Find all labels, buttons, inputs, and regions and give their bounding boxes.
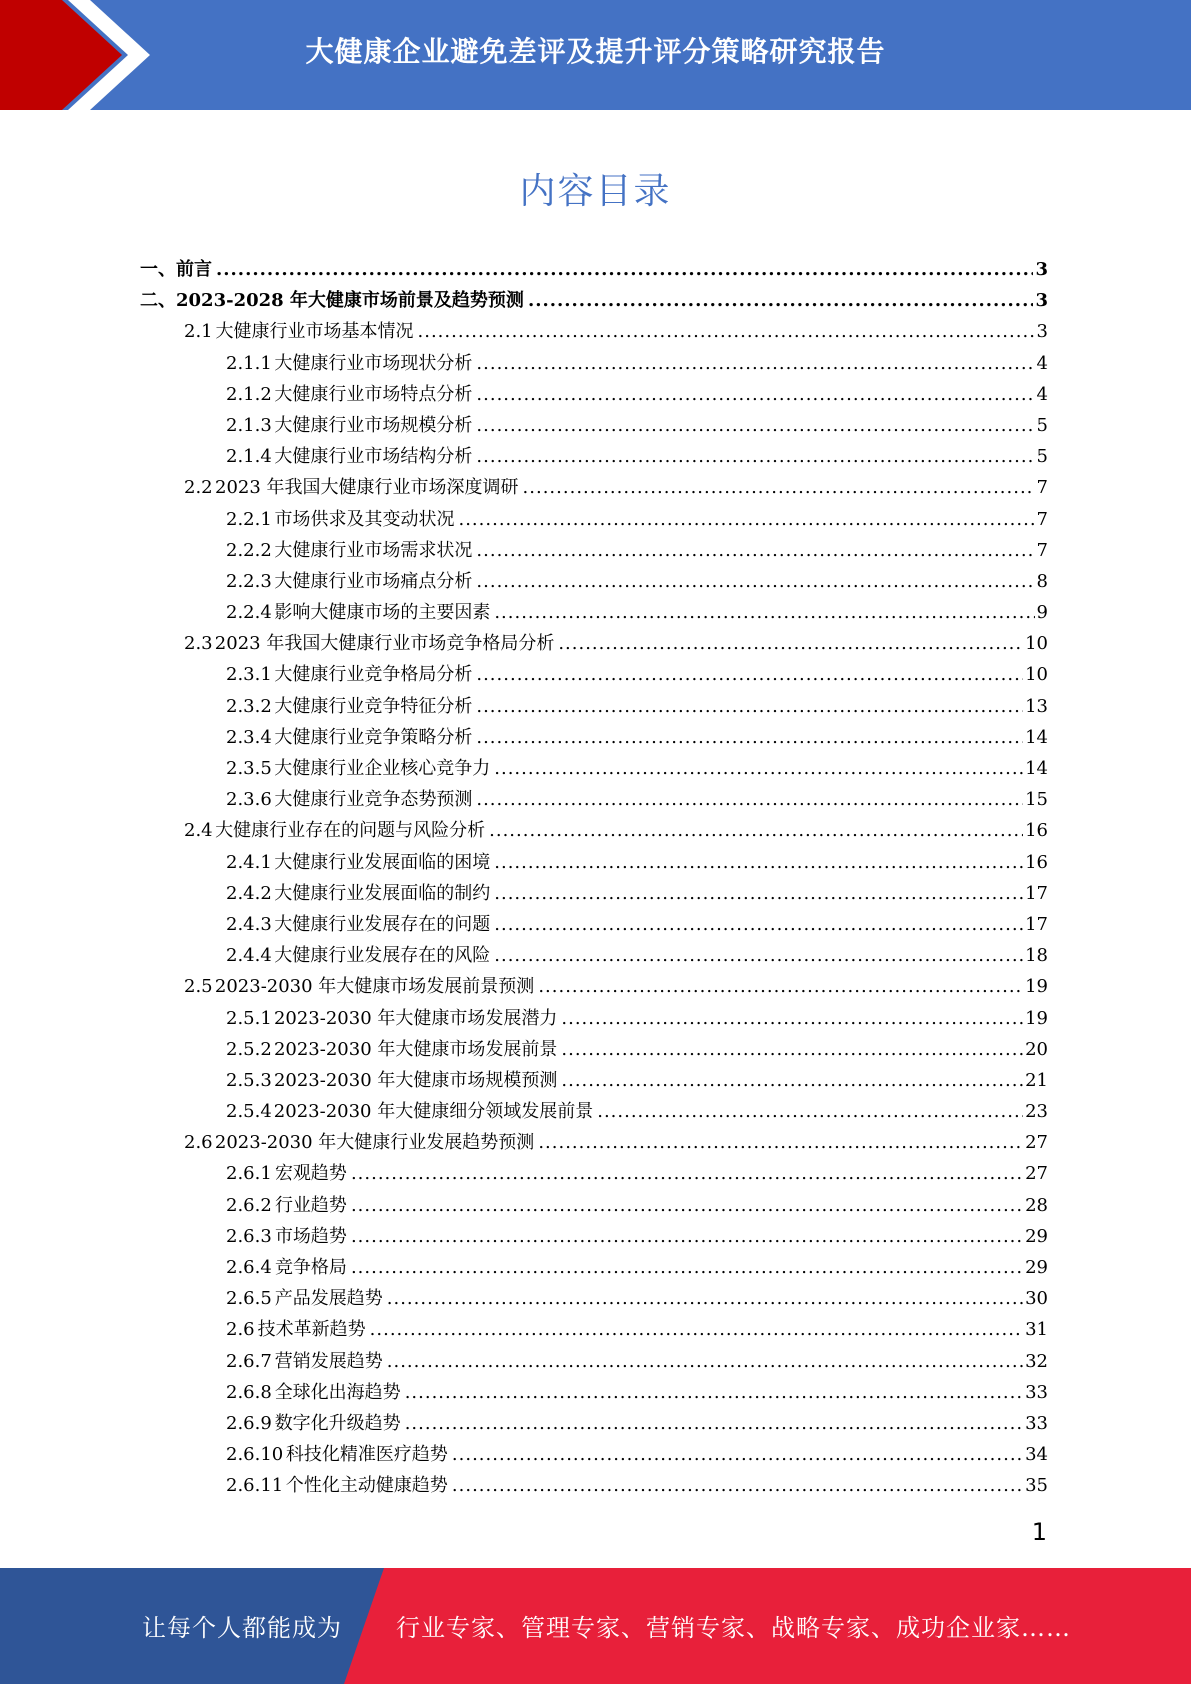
toc-entry-number: 2.6.2 <box>226 1194 272 1216</box>
toc-dot-leader <box>561 1034 1023 1065</box>
toc-entry-title: 大健康行业市场规模分析 <box>274 414 473 436</box>
toc-entry-title: 市场供求及其变动状况 <box>274 508 455 530</box>
toc-dot-leader <box>528 285 1034 316</box>
toc-entry[interactable] <box>140 1283 1048 1314</box>
toc-entry[interactable] <box>140 1314 1048 1345</box>
toc-entry-number: 2.6 <box>184 1132 213 1154</box>
footer-band <box>0 1568 1191 1684</box>
toc-entry-page: 8 <box>1036 570 1048 592</box>
toc-dot-leader <box>370 1314 1023 1345</box>
toc-entry[interactable] <box>140 597 1048 628</box>
toc-dot-leader <box>351 1158 1023 1189</box>
toc-entry-title: 技术革新趋势 <box>257 1319 366 1341</box>
page-number: 1 <box>1031 1518 1047 1546</box>
toc-entry[interactable] <box>140 1158 1048 1189</box>
toc-entry-title: 2023-2030 年大健康市场发展前景 <box>273 1038 558 1060</box>
toc-entry-title: 2023 年我国大健康行业市场深度调研 <box>215 477 519 499</box>
toc-entry-title: 2023-2030 年大健康行业发展趋势预测 <box>214 1132 535 1154</box>
toc-entry-page: 18 <box>1025 945 1048 967</box>
table-of-contents <box>140 254 1048 1502</box>
toc-entry-title: 大健康行业竞争特征分析 <box>274 695 473 717</box>
toc-entry-number: 2.2.4 <box>226 602 272 624</box>
toc-dot-leader <box>452 1439 1023 1470</box>
toc-entry-title: 大健康行业发展面临的困境 <box>274 851 491 873</box>
toc-entry-number: 2.3.6 <box>226 789 272 811</box>
toc-dot-leader <box>476 379 1034 410</box>
toc-entry-number: 2.6.1 <box>226 1163 272 1185</box>
toc-entry-number: 2.1 <box>184 321 213 343</box>
toc-entry-title: 大健康行业企业核心竞争力 <box>274 758 491 779</box>
toc-entry[interactable] <box>140 1127 1048 1158</box>
toc-entry-title: 大健康行业发展面临的制约 <box>274 882 491 904</box>
toc-entry-page: 34 <box>1025 1444 1048 1466</box>
toc-entry-page: 31 <box>1025 1319 1048 1341</box>
toc-entry-page: 3 <box>1035 259 1048 280</box>
toc-entry-page: 14 <box>1025 758 1048 779</box>
toc-dot-leader <box>476 659 1023 690</box>
toc-dot-leader <box>523 472 1035 503</box>
toc-entry[interactable] <box>140 940 1048 971</box>
toc-dot-leader <box>597 1096 1023 1127</box>
toc-entry[interactable] <box>140 472 1048 503</box>
toc-dot-leader <box>458 504 1034 535</box>
toc-entry-page: 5 <box>1036 446 1048 468</box>
toc-heading: 内容目录 <box>519 171 672 212</box>
toc-dot-leader <box>538 1127 1023 1158</box>
toc-entry-title: 科技化精准医疗趋势 <box>285 1444 448 1466</box>
header-band <box>0 0 1191 110</box>
toc-entry[interactable] <box>140 379 1048 410</box>
toc-entry-number: 2.2.3 <box>226 570 272 592</box>
toc-entry-title: 大健康行业存在的问题与风险分析 <box>215 820 486 842</box>
toc-entry-title: 个性化主动健康趋势 <box>285 1475 448 1497</box>
toc-dot-leader <box>405 1408 1023 1439</box>
toc-entry-number: 2.3.4 <box>226 726 272 748</box>
toc-dot-leader <box>494 597 1034 628</box>
toc-dot-leader <box>476 410 1034 441</box>
footer-slogan-right: 行业专家、管理专家、营销专家、战略专家、成功企业家…… <box>396 1614 1071 1642</box>
toc-entry[interactable] <box>140 847 1048 878</box>
toc-entry-number: 2.5.1 <box>226 1007 272 1029</box>
toc-entry-page: 4 <box>1036 383 1048 405</box>
toc-entry-number: 一、 <box>140 259 176 280</box>
toc-entry-number: 2.1.2 <box>226 383 272 405</box>
toc-entry-page: 19 <box>1025 976 1048 998</box>
toc-entry-page: 4 <box>1036 352 1048 374</box>
toc-entry-page: 19 <box>1025 1007 1048 1029</box>
toc-entry-number: 2.3.1 <box>226 664 272 686</box>
toc-dot-leader <box>538 971 1023 1002</box>
toc-entry-page: 15 <box>1025 789 1048 811</box>
toc-dot-leader <box>494 878 1023 909</box>
toc-dot-leader <box>216 254 1033 285</box>
toc-entry[interactable] <box>140 1408 1048 1439</box>
toc-dot-leader <box>476 722 1023 753</box>
toc-entry[interactable] <box>140 1470 1048 1501</box>
toc-entry-number: 2.5.4 <box>226 1101 272 1123</box>
toc-entry-title: 2023-2030 年大健康市场规模预测 <box>273 1069 558 1091</box>
toc-entry[interactable] <box>140 722 1048 753</box>
toc-entry[interactable] <box>140 628 1048 659</box>
toc-entry-number: 2.6.9 <box>226 1412 272 1434</box>
toc-dot-leader <box>351 1190 1023 1221</box>
toc-entry[interactable] <box>140 1003 1048 1034</box>
toc-entry-number: 2.5.3 <box>226 1069 272 1091</box>
toc-entry-page: 35 <box>1025 1475 1048 1497</box>
toc-entry-title: 大健康行业市场现状分析 <box>274 352 473 374</box>
toc-entry-title: 行业趋势 <box>274 1194 347 1216</box>
toc-dot-leader <box>494 753 1023 784</box>
toc-entry-page: 30 <box>1025 1288 1048 1310</box>
toc-entry-page: 20 <box>1025 1038 1048 1060</box>
toc-entry[interactable] <box>140 815 1048 846</box>
toc-entry[interactable] <box>140 410 1048 441</box>
toc-entry[interactable] <box>140 878 1048 909</box>
toc-entry-title: 全球化出海趋势 <box>274 1381 401 1403</box>
toc-entry-title: 大健康行业市场特点分析 <box>274 383 473 405</box>
toc-entry-page: 7 <box>1036 539 1048 561</box>
toc-entry-number: 2.1.1 <box>226 352 272 374</box>
toc-entry-number: 2.6.10 <box>226 1444 284 1466</box>
toc-entry-number: 2.6.4 <box>226 1257 272 1278</box>
toc-entry-number: 2.4.1 <box>226 851 272 873</box>
toc-entry-page: 14 <box>1025 726 1048 748</box>
toc-entry-title: 2023 年我国大健康行业市场竞争格局分析 <box>214 633 555 655</box>
toc-entry-number: 二、 <box>140 290 176 312</box>
toc-entry-page: 29 <box>1025 1225 1048 1247</box>
toc-entry-title: 宏观趋势 <box>274 1163 347 1185</box>
toc-entry-number: 2.1.3 <box>226 414 272 436</box>
toc-dot-leader <box>452 1470 1023 1501</box>
toc-entry-page: 10 <box>1025 633 1048 655</box>
toc-entry[interactable] <box>140 971 1048 1002</box>
toc-entry-page: 27 <box>1025 1132 1048 1154</box>
toc-entry-number: 2.5.2 <box>226 1038 272 1060</box>
toc-entry-page: 16 <box>1025 820 1048 842</box>
toc-entry[interactable] <box>140 1252 1048 1283</box>
toc-dot-leader <box>351 1252 1023 1283</box>
toc-entry-page: 5 <box>1036 414 1048 436</box>
toc-entry-title: 大健康行业竞争格局分析 <box>274 664 473 686</box>
toc-entry-page: 13 <box>1025 695 1048 717</box>
toc-entry-page: 21 <box>1025 1069 1048 1091</box>
toc-entry-number: 2.6.11 <box>226 1475 284 1497</box>
toc-entry[interactable] <box>140 535 1048 566</box>
toc-entry-number: 2.2.1 <box>226 508 272 530</box>
toc-entry[interactable] <box>140 753 1048 784</box>
toc-entry-number: 2.6.3 <box>226 1225 272 1247</box>
toc-entry-number: 2.3.5 <box>226 758 272 779</box>
toc-dot-leader <box>494 847 1023 878</box>
toc-entry-number: 2.4.4 <box>226 945 272 967</box>
toc-dot-leader <box>561 1065 1023 1096</box>
toc-entry-title: 大健康行业市场结构分析 <box>274 446 473 468</box>
toc-dot-leader <box>351 1221 1023 1252</box>
toc-entry-page: 33 <box>1025 1412 1048 1434</box>
toc-dot-leader <box>476 691 1023 722</box>
toc-dot-leader <box>418 316 1035 347</box>
toc-dot-leader <box>387 1283 1023 1314</box>
toc-dot-leader <box>405 1377 1023 1408</box>
toc-entry-number: 2.2 <box>184 477 213 499</box>
toc-dot-leader <box>476 348 1034 379</box>
toc-entry-page: 17 <box>1025 913 1048 935</box>
toc-entry-title: 大健康行业市场需求状况 <box>274 539 473 561</box>
toc-entry-title: 2023-2030 年大健康市场发展潜力 <box>273 1007 558 1029</box>
toc-entry[interactable] <box>140 566 1048 597</box>
toc-entry[interactable] <box>140 504 1048 535</box>
toc-dot-leader <box>561 1003 1023 1034</box>
toc-entry[interactable] <box>140 1377 1048 1408</box>
toc-entry-title: 影响大健康市场的主要因素 <box>274 602 491 624</box>
toc-entry[interactable] <box>140 1190 1048 1221</box>
toc-entry[interactable] <box>140 1034 1048 1065</box>
toc-entry[interactable] <box>140 784 1048 815</box>
toc-entry[interactable] <box>140 348 1048 379</box>
toc-dot-leader <box>494 940 1023 971</box>
toc-entry-title: 营销发展趋势 <box>274 1350 383 1372</box>
toc-entry-page: 16 <box>1025 851 1048 873</box>
toc-dot-leader <box>476 441 1034 472</box>
toc-entry[interactable] <box>140 1439 1048 1470</box>
toc-entry-title: 竞争格局 <box>274 1257 347 1278</box>
toc-entry-title: 大健康行业市场痛点分析 <box>274 570 473 592</box>
toc-entry-title: 大健康行业发展存在的风险 <box>274 945 491 967</box>
toc-entry-page: 32 <box>1025 1350 1048 1372</box>
toc-entry-number: 2.6 <box>226 1319 255 1341</box>
toc-entry[interactable] <box>140 1346 1048 1377</box>
toc-entry[interactable] <box>140 691 1048 722</box>
toc-entry-title: 大健康行业竞争态势预测 <box>274 789 473 811</box>
toc-entry-title: 前言 <box>176 259 212 280</box>
toc-entry-page: 7 <box>1036 477 1048 499</box>
toc-entry-number: 2.4.2 <box>226 882 272 904</box>
toc-entry-number: 2.4 <box>184 820 213 842</box>
toc-entry-number: 2.5 <box>184 976 213 998</box>
toc-entry-page: 3 <box>1036 321 1048 343</box>
toc-entry[interactable] <box>140 254 1048 285</box>
toc-entry-title: 市场趋势 <box>274 1225 347 1247</box>
toc-entry-title: 2023-2030 年大健康细分领域发展前景 <box>273 1101 594 1123</box>
toc-entry-title: 2023-2028 年大健康市场前景及趋势预测 <box>176 290 524 312</box>
toc-entry-title: 大健康行业竞争策略分析 <box>274 726 473 748</box>
header-title: 大健康企业避免差评及提升评分策略研究报告 <box>305 35 886 68</box>
toc-entry-page: 17 <box>1025 882 1048 904</box>
toc-entry-number: 2.2.2 <box>226 539 272 561</box>
toc-entry[interactable] <box>140 1065 1048 1096</box>
toc-entry-page: 33 <box>1025 1381 1048 1403</box>
toc-entry[interactable] <box>140 285 1048 316</box>
toc-entry-number: 2.4.3 <box>226 913 272 935</box>
toc-dot-leader <box>387 1346 1023 1377</box>
toc-entry-title: 2023-2030 年大健康市场发展前景预测 <box>214 976 535 998</box>
toc-entry-title: 产品发展趋势 <box>274 1288 383 1310</box>
toc-entry-page: 28 <box>1025 1194 1048 1216</box>
toc-entry-page: 29 <box>1025 1257 1048 1278</box>
toc-dot-leader <box>476 784 1023 815</box>
toc-entry-number: 2.1.4 <box>226 446 272 468</box>
toc-entry[interactable] <box>140 1221 1048 1252</box>
toc-entry-page: 3 <box>1035 290 1048 312</box>
toc-entry-number: 2.6.7 <box>226 1350 272 1372</box>
toc-entry-title: 数字化升级趋势 <box>274 1412 401 1434</box>
toc-entry-title: 大健康行业市场基本情况 <box>215 321 414 343</box>
toc-entry[interactable] <box>140 909 1048 940</box>
toc-dot-leader <box>494 909 1023 940</box>
toc-dot-leader <box>489 815 1023 846</box>
toc-entry-page: 27 <box>1025 1163 1048 1185</box>
toc-entry-page: 9 <box>1036 602 1048 624</box>
toc-entry-page: 7 <box>1036 508 1048 530</box>
toc-dot-leader <box>476 566 1034 597</box>
toc-entry-number: 2.3.2 <box>226 695 272 717</box>
toc-entry[interactable] <box>140 441 1048 472</box>
toc-entry-number: 2.3 <box>184 633 213 655</box>
toc-entry-number: 2.6.8 <box>226 1381 272 1403</box>
toc-dot-leader <box>558 628 1023 659</box>
toc-entry[interactable] <box>140 316 1048 347</box>
toc-entry[interactable] <box>140 659 1048 690</box>
toc-entry-title: 大健康行业发展存在的问题 <box>274 913 491 935</box>
toc-entry-page: 23 <box>1025 1101 1048 1123</box>
toc-entry-page: 10 <box>1025 664 1048 686</box>
toc-dot-leader <box>476 535 1034 566</box>
footer-slogan-left: 让每个人都能成为 <box>142 1614 342 1642</box>
toc-entry-number: 2.6.5 <box>226 1288 272 1310</box>
toc-entry[interactable] <box>140 1096 1048 1127</box>
